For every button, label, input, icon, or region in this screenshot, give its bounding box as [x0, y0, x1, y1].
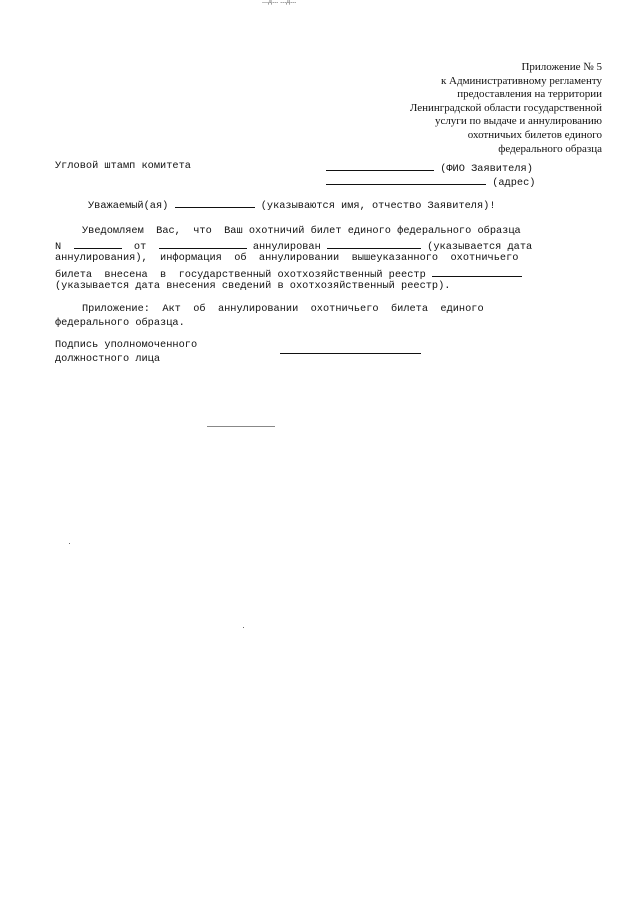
from-word: от: [133, 241, 147, 253]
date-hint: (указывается дата: [427, 241, 533, 253]
appendix-line: предоставления на территории: [457, 88, 602, 101]
signature-line-2: должностного лица: [55, 353, 161, 365]
appendix-line: Ленинградской области государственной: [409, 101, 602, 114]
appendix-line: охотничьих билетов единого: [467, 128, 602, 141]
ticket-number-blank: [74, 237, 122, 249]
annulled-word: аннулирован: [252, 241, 321, 253]
signature-line-1: Подпись уполномоченного: [55, 339, 198, 351]
fio-label: (ФИО Заявителя): [440, 163, 533, 175]
issue-date-blank: [159, 237, 247, 249]
attachment-line-2: федерального образца.: [55, 317, 185, 329]
address-row: [326, 173, 535, 191]
registry-date-blank: [432, 265, 522, 277]
stray-dot: [243, 627, 244, 628]
top-fragment: ...д... ...д...: [262, 0, 297, 5]
body-line-1: Уведомляем Вас, что Ваш охотничий билет единого федерального образца: [82, 225, 521, 237]
body-line-3: аннулирования), информация об аннулировании вышеуказанного охотничьего: [55, 252, 519, 264]
appendix-block: [410, 61, 602, 156]
stray-mark: [207, 426, 275, 427]
appendix-line: Приложение № 5: [521, 61, 602, 73]
signature-blank: [280, 353, 421, 354]
body-line-4-text: билета внесена в государственный охотхозяйственный реестр: [55, 269, 426, 281]
appendix-line: к Административному регламенту: [440, 74, 602, 87]
address-label: (адрес): [492, 177, 536, 189]
stray-dot: [69, 543, 70, 544]
annul-date-blank: [327, 237, 421, 249]
body-line-5: (указывается дата внесения сведений в охотхозяйственный реестр).: [55, 280, 451, 292]
attachment-line-1: Приложение: Акт об аннулировании охотничьего билета единого: [82, 303, 484, 315]
fio-blank: [326, 159, 434, 171]
appendix-line: услуги по выдаче и аннулированию: [434, 115, 602, 128]
stamp-label: Угловой штамп комитета: [55, 160, 191, 172]
greeting-hint: (указываются имя, отчество Заявителя)!: [260, 200, 496, 212]
number-sign: N: [55, 241, 62, 253]
appendix-line: федерального образца: [498, 142, 602, 155]
name-blank: [175, 196, 255, 208]
greeting-row: [88, 196, 496, 214]
greeting-prefix: Уважаемый(ая): [88, 200, 169, 212]
address-blank: [326, 173, 486, 185]
